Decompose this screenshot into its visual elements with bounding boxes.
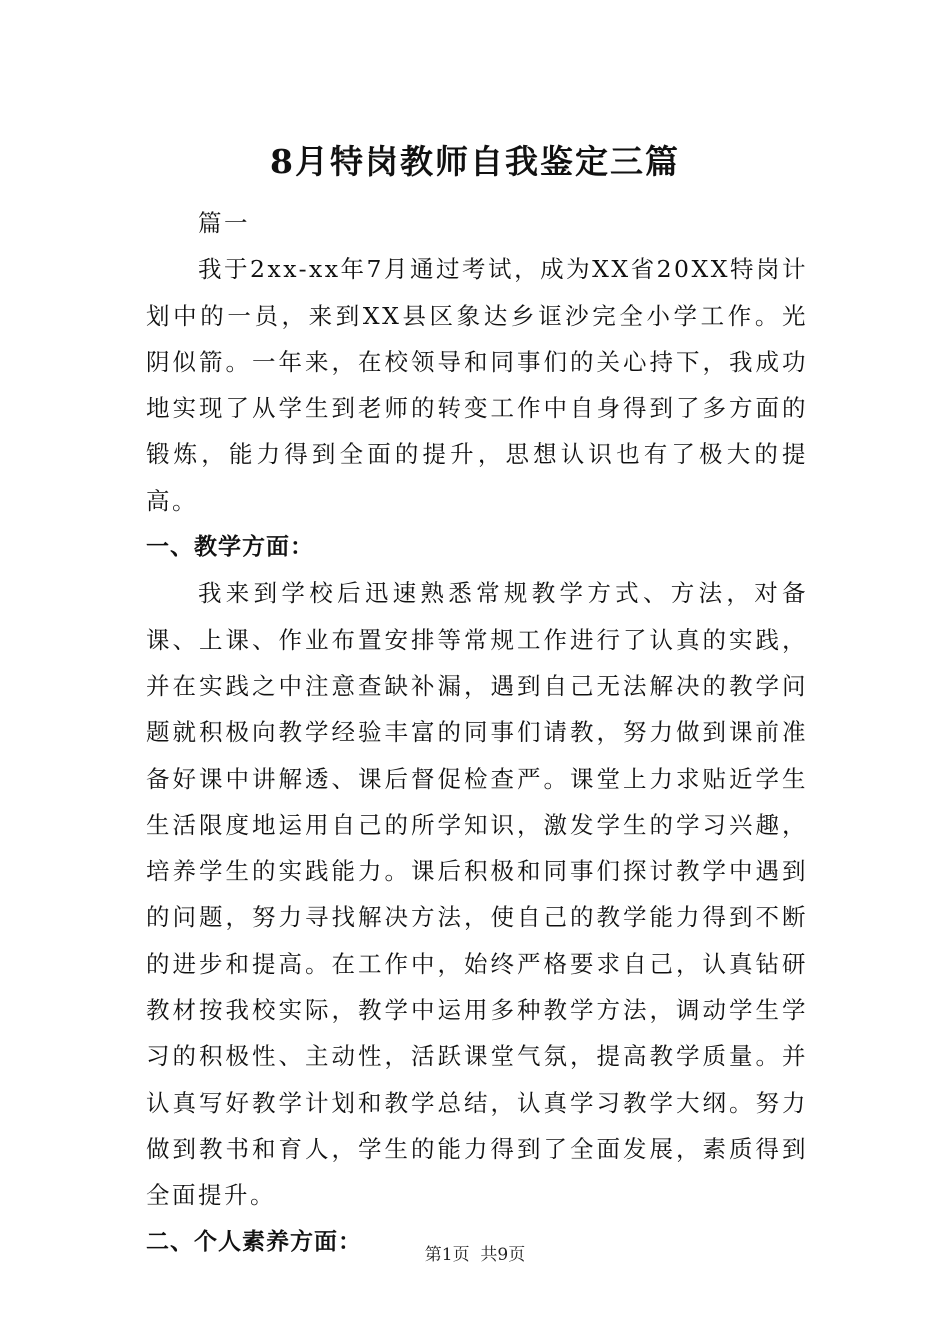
page-number: 第1页 共9页 bbox=[424, 1245, 526, 1265]
intro-paragraph: 我于2xx-xx年7月通过考试，成为XX省20XX特岗计划中的一员，来到XX县区象达乡诓沙完全小学工作。光阴似箭。一年来，在校领导和同事们的关心持下，我成功地实现了从学生到老师的转变工作中自身得到了多方面的锻炼，能力得到全面的提升，思想认识也有了极大的提高。 bbox=[146, 255, 808, 515]
part-label: 篇一 bbox=[198, 209, 250, 237]
page-footer bbox=[0, 1240, 950, 1265]
document-body bbox=[146, 200, 808, 1265]
teaching-paragraph: 我来到学校后迅速熟悉常规教学方式、方法，对备课、上课、作业布置安排等常规工作进行了认真的实践，并在实践之中注意查缺补漏，遇到自己无法解决的教学问题就积极向教学经验丰富的同事们请教，努力做到课前准备好课中讲解透、课后督促检查严。课堂上力求贴近学生生活限度地运用自己的所学知识，激发学生的学习兴趣，培养学生的实践能力。课后积极和同事们探讨教学中遇到的问题，努力寻找解决方法，使自己的教学能力得到不断的进步和提高。在工作中，始终严格要求自己，认真钻研教材按我校实际，教学中运用多种教学方法，调动学生学习的积极性、主动性，活跃课堂气氛，提高教学质量。并认真写好教学计划和教学总结，认真学习教学大纲。努力做到教书和育人，学生的能力得到了全面发展，素质得到全面提升。 bbox=[146, 579, 808, 1210]
section-heading-teaching: 一、教学方面： bbox=[146, 534, 314, 561]
section-heading-personal: 二、个人素养方面： bbox=[146, 1228, 362, 1255]
document-title: 8月特岗教师自我鉴定三篇 bbox=[270, 142, 680, 181]
